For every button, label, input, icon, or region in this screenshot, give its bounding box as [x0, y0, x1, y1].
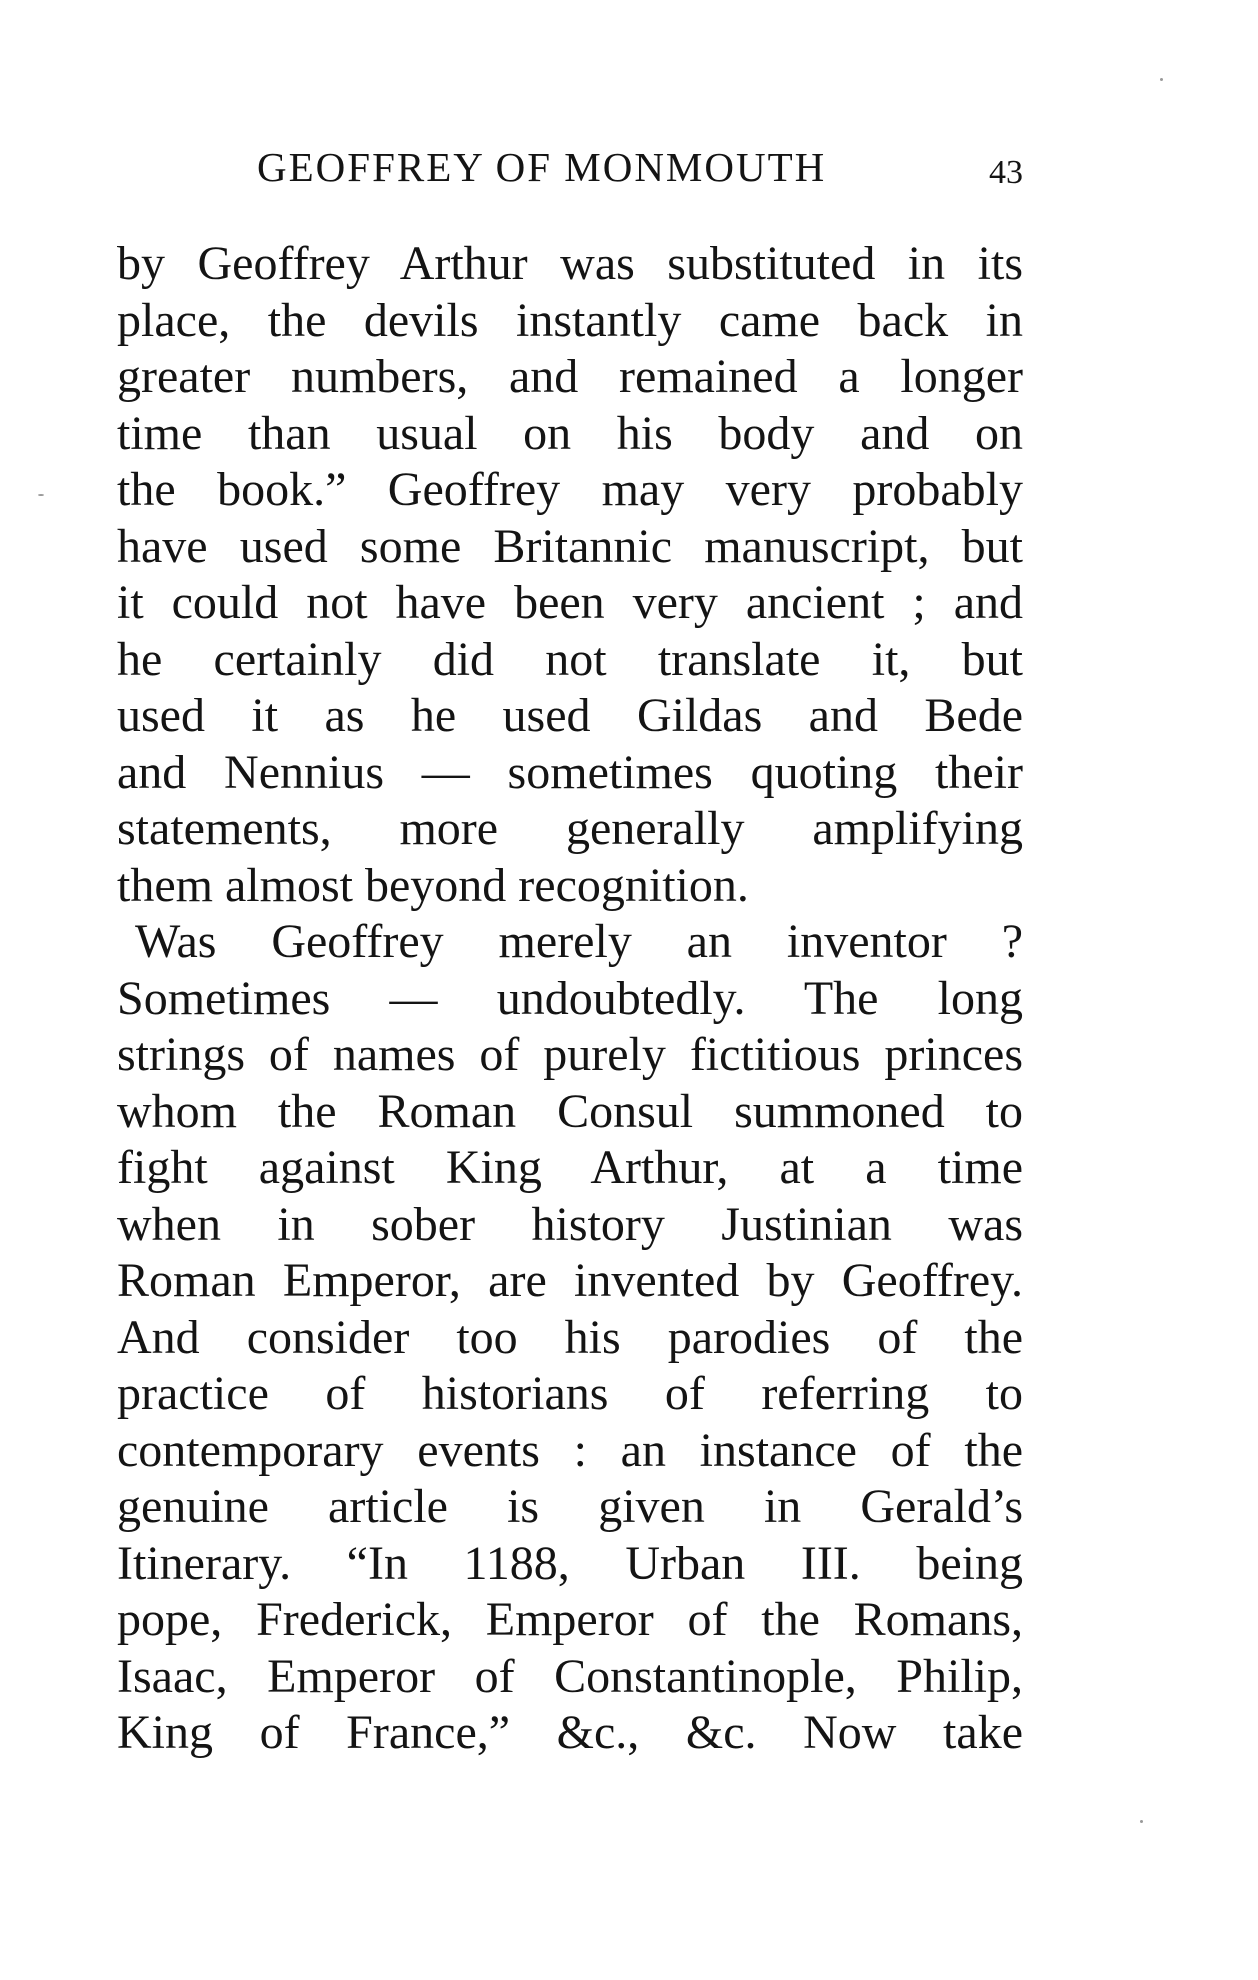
text-line: Itinerary. “In 1188, Urban III. being: [117, 1536, 1023, 1590]
text-line: pope, Frederick, Emperor of the Romans,: [117, 1593, 1023, 1646]
body-text: [117, 236, 1023, 1762]
text-line: by Geoffrey Arthur was substituted in its: [117, 237, 1023, 290]
text-line: practice of historians of referring to: [117, 1367, 1023, 1420]
text-line: them almost beyond recognition.: [117, 858, 749, 912]
text-line: used it as he used Gildas and Bede: [117, 689, 1023, 742]
scan-speck: [1140, 1820, 1143, 1823]
text-line: King of France,” &c., &c. Now take: [117, 1706, 1023, 1759]
text-line: And consider too his parodies of the: [117, 1310, 1023, 1364]
text-line: Roman Emperor, are invented by Geoffrey.: [117, 1254, 1023, 1307]
text-line: it could not have been very ancient ; and: [117, 576, 1023, 629]
paragraph-1: [117, 236, 1023, 914]
paragraph-2: [117, 914, 1023, 1762]
text-line: genuine article is given in Gerald’s: [117, 1480, 1023, 1533]
text-line: whom the Roman Consul summoned to: [117, 1084, 1023, 1138]
text-line: strings of names of purely fictitious princes: [117, 1028, 1023, 1081]
text-line: place, the devils instantly came back in: [117, 293, 1023, 347]
text-line: time than usual on his body and on: [117, 406, 1023, 460]
text-line: and Nennius — sometimes quoting their: [117, 745, 1023, 799]
running-head-title: GEOFFREY OF MONMOUTH: [257, 144, 827, 190]
text-line: he certainly did not translate it, but: [117, 632, 1023, 686]
scan-speck: [1160, 78, 1163, 81]
page-number: 43: [989, 154, 1023, 191]
text-line: have used some Britannic manuscript, but: [117, 519, 1023, 573]
scan-speck: [38, 494, 44, 496]
running-head: [117, 142, 1023, 192]
text-line: the book.” Geoffrey may very probably: [117, 463, 1023, 516]
text-line: when in sober history Justinian was: [117, 1197, 1023, 1251]
text-line: Isaac, Emperor of Constantinople, Philip,: [117, 1649, 1023, 1703]
text-line: fight against King Arthur, at a time: [117, 1141, 1023, 1194]
text-line: Was Geoffrey merely an inventor ?: [135, 915, 1023, 968]
text-line: Sometimes — undoubtedly. The long: [117, 971, 1023, 1025]
text-line: contemporary events : an instance of the: [117, 1423, 1023, 1477]
text-line: greater numbers, and remained a longer: [117, 350, 1023, 403]
text-line: statements, more generally amplifying: [117, 802, 1023, 855]
